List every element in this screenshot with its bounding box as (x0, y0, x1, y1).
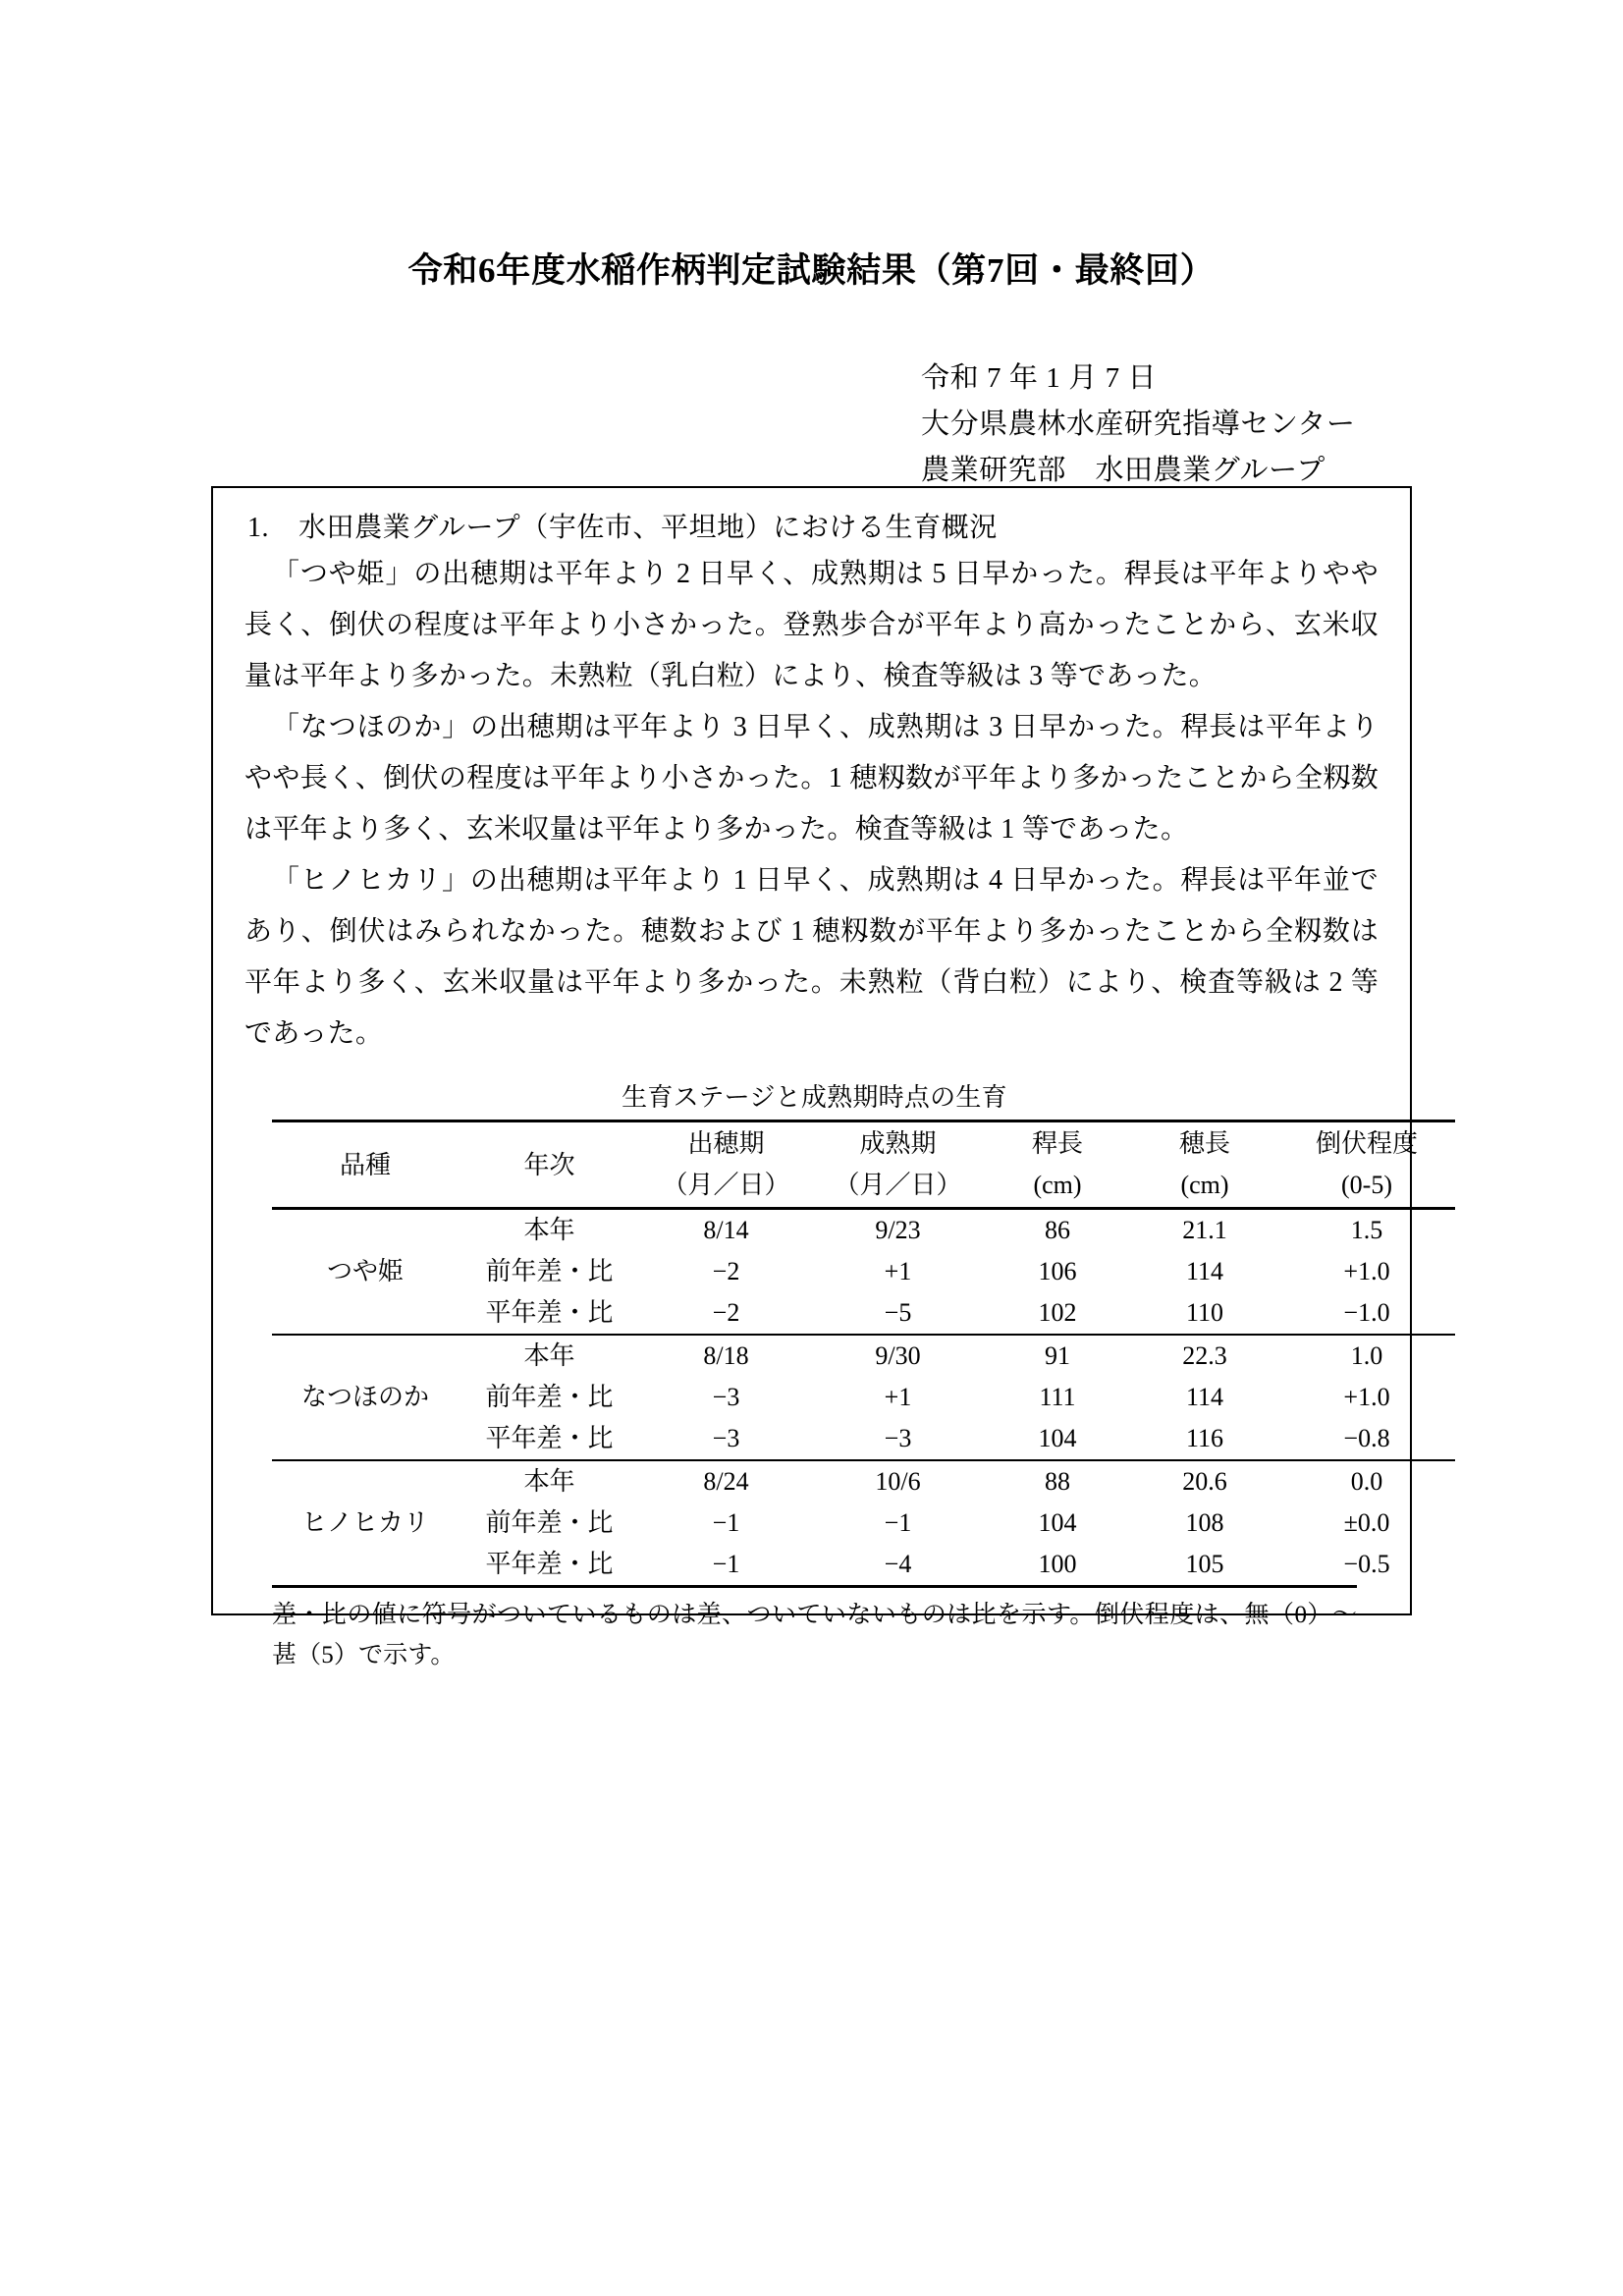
variety-name: つや姫 (326, 1257, 404, 1285)
table-footnote (272, 1585, 1357, 1675)
cell-culm-length: 91 (1045, 1341, 1070, 1370)
cell-panicle-length: 108 (1185, 1508, 1224, 1537)
cell-culm-length: 111 (1039, 1383, 1076, 1411)
variety-name: なつほのか (300, 1383, 429, 1411)
cell-maturity-date: 9/23 (875, 1216, 921, 1244)
cell-heading-date: 8/18 (703, 1341, 749, 1370)
col-header-year: 年次 (523, 1150, 575, 1179)
table-row (272, 1460, 1455, 1503)
year-label: 平年差・比 (485, 1550, 614, 1578)
growth-table (272, 1120, 1455, 1585)
section-number: 1. (247, 513, 270, 543)
cell-lodging: −0.5 (1343, 1550, 1390, 1578)
cell-lodging: −1.0 (1343, 1298, 1390, 1327)
year-label: 平年差・比 (485, 1424, 614, 1452)
cell-maturity-date: −4 (884, 1550, 912, 1578)
cell-culm-length: 104 (1038, 1508, 1077, 1537)
col-header-maturity-date: 成熟期 (859, 1128, 937, 1158)
table-caption: 生育ステージと成熟期時点の生育 (622, 1083, 1007, 1112)
cell-heading-date: −3 (712, 1424, 740, 1452)
col-header-culm-length: 稈長 (1031, 1128, 1083, 1158)
col-unit-panicle-length: (cm) (1180, 1170, 1229, 1199)
year-label: 平年差・比 (485, 1298, 614, 1327)
cell-maturity-date: +1 (884, 1257, 912, 1285)
col-header-heading-date: 出穂期 (687, 1128, 765, 1158)
variety-name: ヒノヒカリ (301, 1508, 429, 1537)
col-unit-maturity-date: （月／日） (834, 1170, 962, 1199)
table-row (272, 1209, 1455, 1252)
header-department: 農業研究部 水田農業グループ (921, 455, 1325, 486)
paragraph-hinohikari: 「ヒノヒカリ」の出穂期は平年より 1 日早く、成熟期は 4 日早かった。稈長は平年並であり、倒伏はみられなかった。穂数および 1 穂籾数が平年より多かったことから全籾数は平年より多く、玄米収量は平年より多かった。未熟粒（背白粒）により、検査等級は 2 等であった。 (244, 865, 1379, 1049)
cell-panicle-length: 20.6 (1182, 1467, 1227, 1496)
cell-culm-length: 102 (1038, 1298, 1077, 1327)
section-heading (247, 506, 998, 545)
cell-maturity-date: +1 (884, 1383, 912, 1411)
section-heading-text: 水田農業グループ（宇佐市、平坦地）における生育概況 (298, 513, 998, 543)
cell-panicle-length: 22.3 (1182, 1341, 1227, 1370)
cell-lodging: +1.0 (1343, 1257, 1390, 1285)
col-unit-culm-length: (cm) (1033, 1170, 1082, 1199)
year-label: 前年差・比 (485, 1257, 614, 1285)
paragraph-natsuhonoka: 「なつほのか」の出穂期は平年より 3 日早く、成熟期は 3 日早かった。稈長は平年よりやや長く、倒伏の程度は平年より小さかった。1 穂籾数が平年より多かったことから全籾数は平年より多く、玄米収量は平年より多かった。検査等級は 1 等であった。 (244, 712, 1379, 845)
cell-panicle-length: 21.1 (1182, 1216, 1227, 1244)
cell-heading-date: −2 (712, 1257, 740, 1285)
cell-culm-length: 100 (1038, 1550, 1077, 1578)
year-label: 本年 (523, 1341, 575, 1370)
table-body-natsuhonoka (272, 1335, 1455, 1460)
cell-heading-date: 8/24 (703, 1467, 749, 1496)
col-unit-lodging: (0-5) (1341, 1170, 1392, 1199)
section-paragraphs (244, 549, 1379, 1060)
table-header-row-1 (272, 1121, 1455, 1165)
col-header-panicle-length: 穂長 (1178, 1128, 1230, 1158)
cell-panicle-length: 114 (1185, 1257, 1224, 1285)
page-title: 令和6年度水稲作柄判定試験結果（第7回・最終回） (407, 251, 1216, 290)
cell-panicle-length: 114 (1185, 1383, 1224, 1411)
cell-culm-length: 86 (1045, 1216, 1070, 1244)
header-meta-block (921, 355, 1356, 494)
year-label: 前年差・比 (485, 1383, 614, 1411)
growth-table-section (272, 1077, 1418, 1675)
cell-panicle-length: 105 (1185, 1550, 1224, 1578)
cell-maturity-date: −5 (884, 1298, 912, 1327)
cell-maturity-date: 10/6 (875, 1467, 921, 1496)
cell-heading-date: −3 (712, 1383, 740, 1411)
table-header (272, 1121, 1455, 1209)
cell-lodging: +1.0 (1343, 1383, 1390, 1411)
cell-maturity-date: −1 (884, 1508, 912, 1537)
cell-lodging: 1.5 (1350, 1216, 1383, 1244)
cell-maturity-date: −3 (884, 1424, 912, 1452)
col-header-lodging: 倒伏程度 (1315, 1128, 1418, 1158)
table-body-hinohikari (272, 1460, 1455, 1585)
year-label: 前年差・比 (485, 1508, 614, 1537)
cell-culm-length: 88 (1045, 1467, 1070, 1496)
cell-lodging: −0.8 (1343, 1424, 1390, 1452)
table-body-tsuyahime (272, 1209, 1455, 1336)
table-row (272, 1335, 1455, 1377)
year-label: 本年 (523, 1467, 575, 1496)
cell-maturity-date: 9/30 (875, 1341, 921, 1370)
cell-panicle-length: 116 (1185, 1424, 1224, 1452)
body-frame (211, 486, 1418, 1668)
header-date: 令和 7 年 1 月 7 日 (921, 362, 1158, 394)
paragraph-tsuyahime: 「つや姫」の出穂期は平年より 2 日早く、成熟期は 5 日早かった。稈長は平年よりやや長く、倒伏の程度は平年より小さかった。登熟歩合が平年より高かったことから、玄米収量は平年より多かった。未熟粒（乳白粒）により、検査等級は 3 等であった。 (244, 559, 1379, 691)
cell-heading-date: −1 (712, 1550, 740, 1578)
cell-lodging: 0.0 (1350, 1467, 1383, 1496)
cell-lodging: ±0.0 (1343, 1508, 1390, 1537)
cell-heading-date: 8/14 (703, 1216, 749, 1244)
cell-culm-length: 106 (1038, 1257, 1077, 1285)
cell-panicle-length: 110 (1185, 1298, 1224, 1327)
col-header-variety: 品種 (339, 1150, 391, 1179)
year-label: 本年 (523, 1216, 575, 1244)
header-organization: 大分県農林水産研究指導センター (921, 409, 1356, 440)
cell-heading-date: −1 (712, 1508, 740, 1537)
cell-heading-date: −2 (712, 1298, 740, 1327)
cell-culm-length: 104 (1038, 1424, 1077, 1452)
table-footnote-text: 差・比の値に符号がついているものは差、ついていないものは比を示す。倒伏程度は、無（0）〜甚（5）で示す。 (272, 1602, 1357, 1668)
col-unit-heading-date: （月／日） (662, 1170, 790, 1199)
cell-lodging: 1.0 (1350, 1341, 1383, 1370)
